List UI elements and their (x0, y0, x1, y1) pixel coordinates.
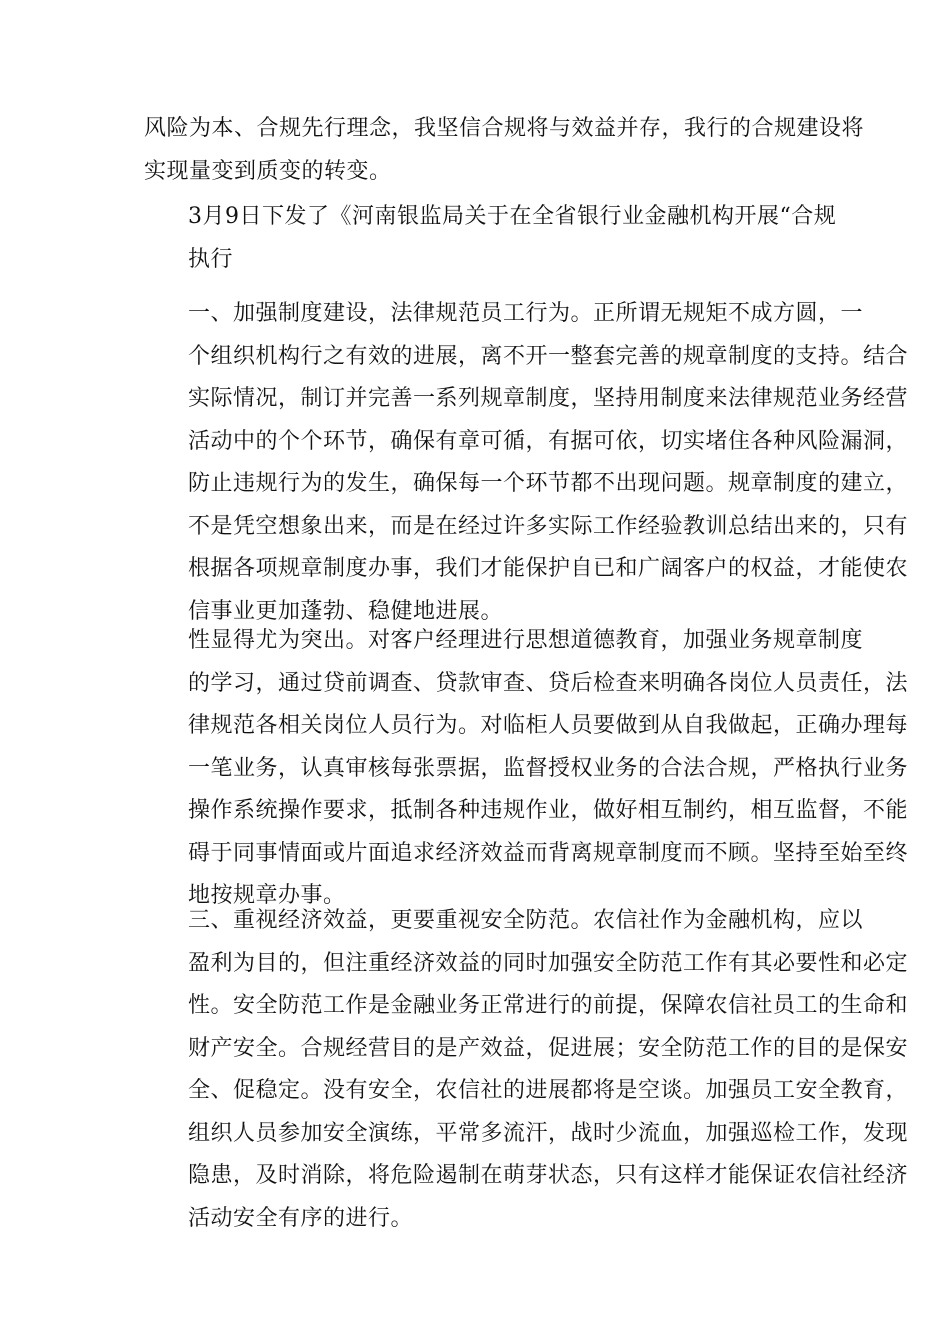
paragraph-line: 盈利为目的，但注重经济效益的同时加强安全防范工作有其必要性和必定 (188, 950, 909, 976)
paragraph-line: 三、重视经济效益，更要重视安全防范。农信社作为金融机构，应以 (188, 908, 864, 933)
paragraph-line: 一笔业务，认真审核每张票据，监督授权业务的合法合规，严格执行业务 (188, 755, 909, 781)
paragraph-line: 实际情况，制订并完善一系列规章制度，坚持用制度来法律规范业务经营 (188, 386, 909, 411)
paragraph-line: 全、促稳定。没有安全，农信社的进展都将是空谈。加强员工安全教育， (188, 1078, 909, 1103)
paragraph-line: 个组织机构行之有效的进展，离不开一整套完善的规章制度的支持。结合 (188, 343, 909, 369)
paragraph-line: 活动中的个个环节，确保有章可循，有据可依，切实堵住各种风险漏洞， (188, 428, 909, 454)
paragraph-line: 律规范各相关岗位人员行为。对临柜人员要做到从自我做起，正确办理每 (188, 713, 909, 738)
paragraph-line: 隐患，及时消除，将危险遏制在萌芽状态，只有这样才能保证农信社经济 (188, 1163, 909, 1188)
paragraph-line: 一、加强制度建设，法律规范员工行为。正所谓无规矩不成方圆，一 (188, 301, 864, 326)
paragraph-line: 执行 (188, 246, 234, 272)
paragraph-line: 财产安全。合规经营目的是产效益，促进展；安全防范工作的目的是保安 (188, 1035, 909, 1061)
paragraph-line: 性显得尤为突出。对客户经理进行思想道德教育，加强业务规章制度 (188, 628, 864, 653)
paragraph-line: 地按规章办事。 (188, 883, 346, 908)
paragraph-line: 风险为本、合规先行理念，我坚信合规将与效益并存，我行的合规建设将 (144, 116, 865, 141)
paragraph-line: 实现量变到质变的转变。 (144, 158, 392, 184)
paragraph-line: 性。安全防范工作是金融业务正常进行的前提，保障农信社员工的生命和 (188, 993, 909, 1018)
paragraph-line: 活动安全有序的进行。 (188, 1205, 414, 1231)
paragraph-line: 防止违规行为的发生，确保每一个环节都不出现问题。规章制度的建立， (188, 471, 909, 496)
paragraph-line: 碍于同事情面或片面追求经济效益而背离规章制度而不顾。坚持至始至终 (188, 840, 909, 866)
paragraph-line: 信事业更加蓬勃、稳健地进展。 (188, 598, 504, 624)
paragraph-line: 操作系统操作要求，抵制各种违规作业，做好相互制约，相互监督，不能 (188, 798, 909, 823)
paragraph-line: 3月9日下发了《河南银监局关于在全省银行业金融机构开展“合规 (188, 204, 837, 229)
paragraph-line: 根据各项规章制度办事，我们才能保护自已和广阔客户的权益，才能使农 (188, 556, 909, 581)
paragraph-staff-education (144, 620, 909, 918)
paragraph-safety-prevention (144, 900, 909, 1240)
paragraph-line: 组织人员参加安全演练，平常多流汗，战时少流血，加强巡检工作，发现 (188, 1120, 909, 1146)
paragraph-notice-date (144, 196, 837, 281)
paragraph-line: 不是凭空想象出来，而是在经过许多实际工作经验教训总结出来的，只有 (188, 513, 909, 539)
paragraph-compliance-concept (144, 108, 865, 193)
paragraph-system-construction (144, 293, 909, 633)
paragraph-line: 的学习，通过贷前调查、贷款审查、贷后检查来明确各岗位人员责任，法 (188, 670, 909, 696)
